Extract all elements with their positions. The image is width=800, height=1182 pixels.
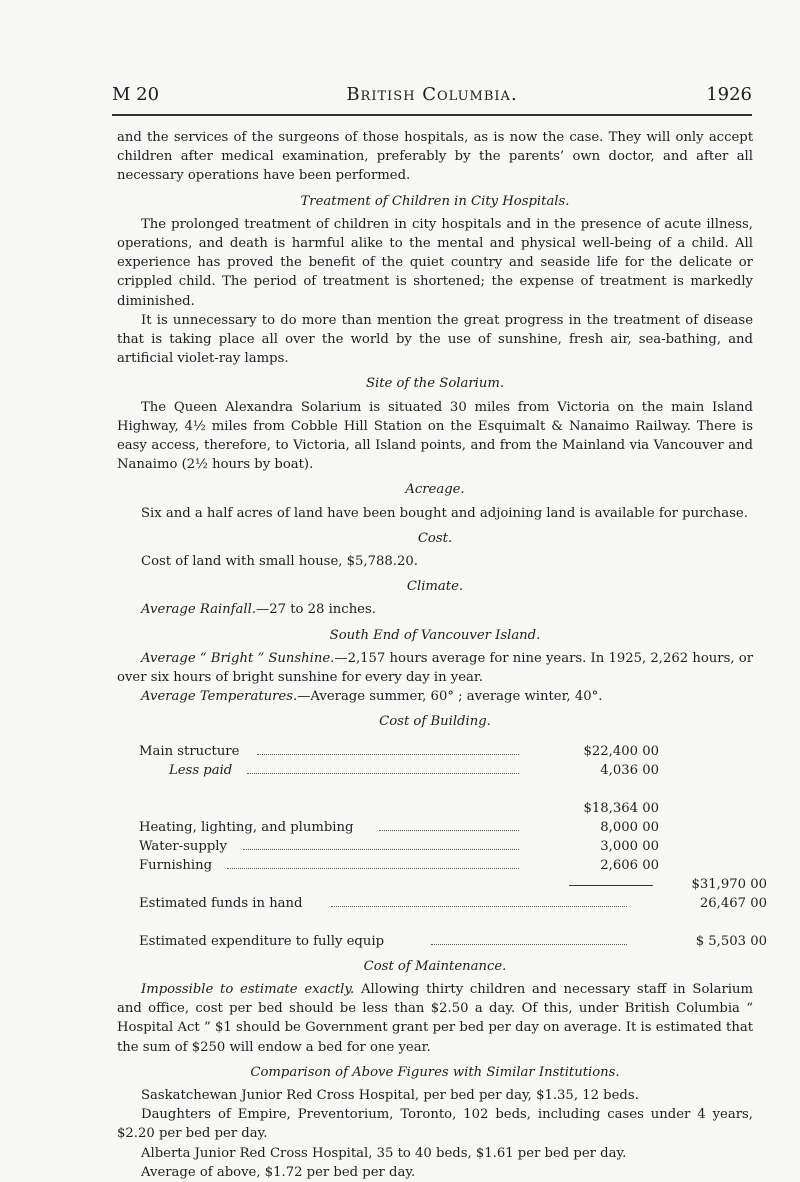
funds-in-hand-label: Estimated funds in hand	[139, 895, 303, 911]
page-reference: M 20	[112, 84, 160, 105]
expenditure-value: $ 5,503 00	[695, 933, 767, 949]
table-row	[117, 856, 753, 875]
maintenance-text: Allowing thirty children and necessary staff in Solarium and office, cost per bed should be less than $2.50 a day. Of this, under British Columbia “ Hospital Act ” $1 should be Government grant per bed per day on average. It is estimated that the sum of $250 will endow a bed for one year.	[117, 981, 753, 1055]
heating-label: Heating, lighting, and plumbing	[139, 819, 354, 835]
leader-dots	[431, 944, 627, 945]
heading-cost: Cost.	[417, 530, 453, 546]
subtotal-value: $18,364 00	[583, 800, 659, 816]
comparison-line-3: Alberta Junior Red Cross Hospital, 35 to 40 beds, $1.61 per bed per day.	[141, 1145, 627, 1161]
main-structure-value: $22,400 00	[583, 743, 659, 759]
running-title: British Columbia.	[346, 84, 518, 105]
leader-dots	[227, 868, 519, 869]
rainfall-label: Average Rainfall.	[141, 602, 257, 618]
furnishing-label: Furnishing	[139, 857, 213, 873]
heading-south-end: South End of Vancouver Island.	[329, 627, 541, 643]
leader-dots	[257, 754, 519, 755]
maintenance-lead: Impossible to estimate exactly.	[141, 981, 355, 997]
table-row	[117, 742, 753, 761]
leader-dots	[247, 773, 519, 774]
leader-dots	[243, 849, 519, 850]
rainfall-line	[117, 600, 753, 619]
main-structure-label: Main structure	[139, 743, 240, 759]
heating-value: 8,000 00	[600, 819, 659, 835]
running-header	[112, 84, 752, 110]
temperature-text: —Average summer, 60° ; average winter, 40°.	[297, 689, 603, 705]
water-supply-label: Water-supply	[139, 838, 227, 854]
furnishing-value: 2,606 00	[600, 857, 659, 873]
sunshine-label: Average “ Bright ” Sunshine.	[141, 650, 335, 666]
sunshine-text: —2,157 hours average for nine years. In 1925, 2,262 hours, or over six hours of bright sunshine for every day in year.	[117, 650, 753, 686]
leader-dots	[331, 906, 627, 907]
site-paragraph: The Queen Alexandra Solarium is situated 30 miles from Victoria on the main Island Highway, 4½ miles from Cobble Hill Station on the Esquimalt & Nanaimo Railway. There is easy access, therefore, to Victoria, all Island points, and from the Mainland via Vancouver and Nanaimo (2½ hours by boat).	[117, 399, 753, 473]
less-paid-label: Less paid	[169, 762, 233, 778]
maintenance-paragraph	[117, 980, 753, 1057]
heading-cost-of-building: Cost of Building.	[379, 714, 491, 730]
heading-acreage: Acreage.	[405, 482, 465, 498]
sunshine-paragraph	[117, 649, 753, 687]
heading-climate: Climate.	[406, 579, 464, 595]
comparison-line-2: Daughters of Empire, Preventorium, Toronto, 102 beds, including cases under 4 years, $2.20 per bed per day.	[117, 1107, 753, 1142]
table-row	[117, 837, 753, 856]
less-paid-value: 4,036 00	[600, 762, 659, 778]
table-row	[117, 932, 767, 951]
table-row	[117, 761, 753, 780]
body-text	[117, 128, 767, 1182]
heading-treatment: Treatment of Children in City Hospitals.	[300, 193, 570, 209]
water-supply-value: 3,000 00	[600, 838, 659, 854]
table-row	[117, 875, 767, 894]
expenditure-label: Estimated expenditure to fully equip	[139, 933, 385, 949]
header-rule	[112, 114, 752, 116]
year: 1926	[706, 84, 752, 105]
rainfall-text: —27 to 28 inches.	[256, 602, 376, 618]
cost-of-building-table	[117, 742, 767, 951]
temperature-label: Average Temperatures.	[141, 689, 298, 705]
heading-site: Site of the Solarium.	[365, 376, 505, 392]
heading-maintenance: Cost of Maintenance.	[363, 958, 507, 974]
comparison-line-1: Saskatchewan Junior Red Cross Hospital, per bed per day, $1.35, 12 beds.	[141, 1087, 639, 1103]
leader-dots	[379, 830, 519, 831]
table-row	[117, 894, 767, 913]
intro-paragraph: and the services of the surgeons of those hospitals, as is now the case. They will only accept children after medical examination, preferably by the parents’ own doctor, and after all necessary operations have been performed.	[117, 130, 753, 184]
temperature-line	[117, 687, 753, 706]
heading-comparison: Comparison of Above Figures with Similar Institutions.	[250, 1064, 620, 1080]
funds-in-hand-value: 26,467 00	[699, 895, 767, 911]
acreage-paragraph: Six and a half acres of land have been bought and adjoining land is available for purchase.	[141, 505, 748, 521]
comparison-line-4: Average of above, $1.72 per bed per day.	[141, 1164, 416, 1180]
treatment-paragraph-2: It is unnecessary to do more than mention the great progress in the treatment of disease that is taking place all over the world by the use of sunshine, fresh air, sea-bathing, and artificial violet-ray lamps.	[117, 312, 753, 367]
table-row	[117, 799, 753, 818]
total-value: $31,970 00	[691, 876, 767, 892]
cost-paragraph: Cost of land with small house, $5,788.20.	[141, 554, 418, 570]
treatment-paragraph-1: The prolonged treatment of children in city hospitals and in the presence of acute illness, operations, and death is harmful alike to the mental and physical well-being of a child. All experience has proved the benefit of the quiet country and seaside life for the delicate or crippled child. The period of treatment is shortened; the expense of treatment is markedly diminished.	[117, 216, 753, 309]
table-row	[117, 818, 753, 837]
